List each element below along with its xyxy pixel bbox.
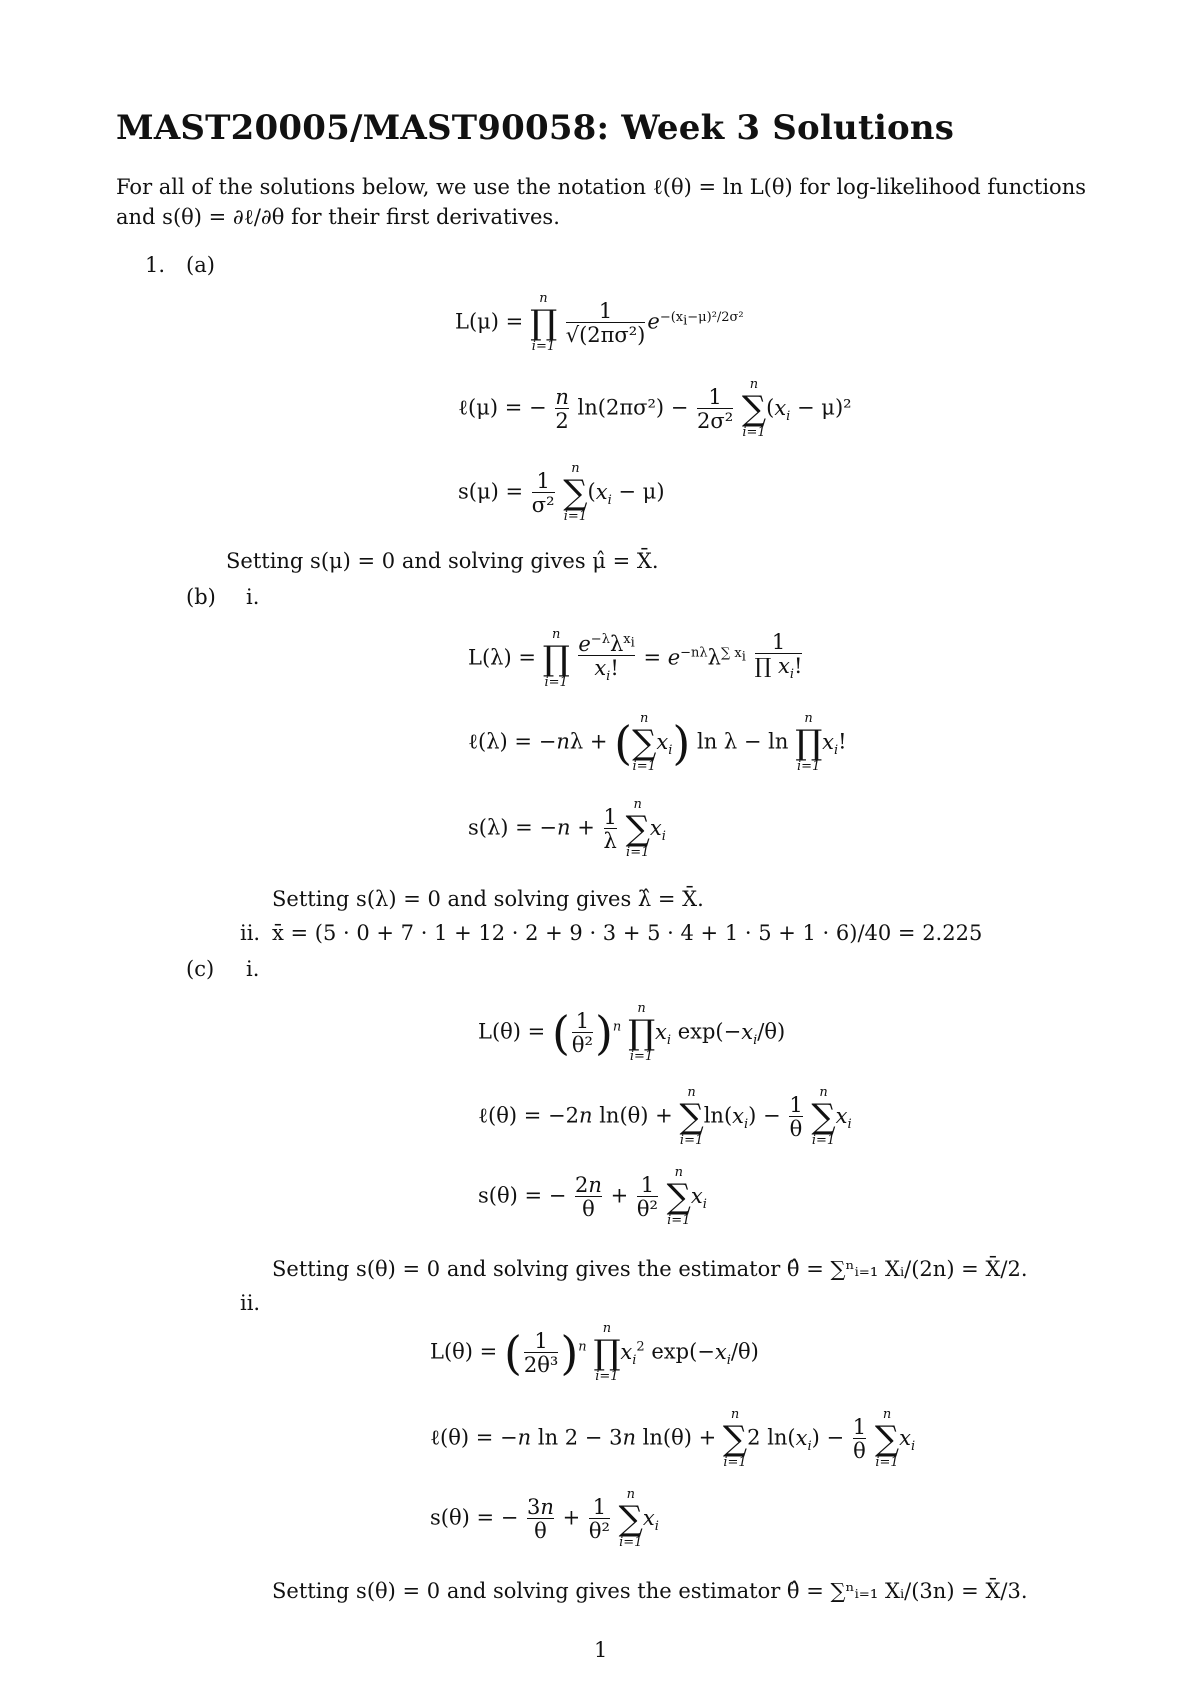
part-b-ii-label: ii.	[240, 921, 261, 945]
product-operator: n ∏ i=1	[529, 291, 557, 354]
part-b-score: s(λ) = −n + $\frac{1}{\lambda}$ n ∑ i=1 $x_i$	[468, 797, 666, 860]
part-c-ii-L-lhs: L(θ) =	[430, 1339, 498, 1364]
normal-density-fraction: $\frac{1}{\text{√(2πσ²)}}$	[565, 299, 646, 347]
part-b-l-lhs: ℓ(λ) =	[468, 729, 533, 754]
part-c-ii-label: ii.	[240, 1291, 261, 1315]
part-b-s-lhs: s(λ) =	[468, 815, 533, 840]
part-b-L-lhs: L(λ) =	[468, 645, 536, 670]
part-b-likelihood: L(λ) = n ∏ i=1 $\frac{e^{-\lambda}\lambda^{x_i}}{x_i!}$ = $e^{-n\lambda}\lambda^{\sum x_i}$ $\frac{1}{\prod x_i!}$	[468, 627, 803, 690]
part-a-L-lhs: L(μ) =	[455, 309, 524, 334]
page-title: MAST20005/MAST90058: Week 3 Solutions	[116, 108, 955, 148]
part-a-conclusion: Setting s(μ) = 0 and solving gives μ̂ = X̄.	[226, 549, 659, 573]
question-1-label: 1.	[145, 253, 166, 277]
part-c-i-label: i.	[246, 957, 260, 981]
part-a-label: (a)	[186, 253, 215, 277]
page-number: 1	[594, 1638, 608, 1662]
part-b-ii-calculation: x̄ = (5 · 0 + 7 · 1 + 12 · 2 + 9 · 3 + 5 · 4 + 1 · 5 + 1 · 6)/40 = 2.225	[272, 921, 983, 945]
part-a-l-lhs: ℓ(μ) =	[458, 395, 523, 420]
part-c-ii-l-lhs: ℓ(θ) =	[430, 1425, 494, 1450]
part-c-ii-likelihood: L(θ) = ( $\frac{1}{\text{2θ³}}$ )$^n$ n ∏ i=1 $x_i^2$ $\exp(-x_i/\theta)$	[430, 1321, 759, 1384]
part-a-likelihood: L(μ) = n ∏ i=1 $\frac{1}{\text{√(2πσ²)}}$ $e^{-(x_i-\mu)^2/2\sigma^2}$	[455, 291, 744, 354]
part-a-score: s(μ) = $\frac{1}{\text{σ²}}$ n ∑ i=1 $(x_i - \mu)$	[458, 461, 665, 524]
part-c-i-l-lhs: ℓ(θ) =	[478, 1103, 542, 1128]
sum-operator: n ∑ i=1	[741, 377, 767, 440]
part-b-label: (b)	[186, 585, 216, 609]
part-b-loglik: ℓ(λ) = −nλ + ( n ∑ i=1 $x_i$) ln λ − ln n ∏ i=1 $x_i$!	[468, 711, 847, 774]
part-c-label: (c)	[186, 957, 215, 981]
part-c-i-likelihood: L(θ) = ( $\frac{1}{\text{θ²}}$ )$^n$ n ∏ i=1 $x_i$ $\exp(-x_i/\theta)$	[478, 1001, 786, 1064]
part-c-i-s-lhs: s(θ) =	[478, 1183, 543, 1208]
part-c-i-L-lhs: L(θ) =	[478, 1019, 546, 1044]
part-c-ii-conclusion: Setting s(θ) = 0 and solving gives the estimator θ̂ = ∑ⁿᵢ₌₁ Xᵢ/(3n) = X̄/3.	[272, 1579, 1028, 1603]
part-b-i-label: i.	[246, 585, 260, 609]
intro-line-2: and s(θ) = ∂ℓ/∂θ for their first derivatives.	[116, 205, 560, 229]
part-c-i-conclusion: Setting s(θ) = 0 and solving gives the estimator θ̂ = ∑ⁿᵢ₌₁ Xᵢ/(2n) = X̄/2.	[272, 1257, 1028, 1281]
part-c-ii-score: s(θ) = − $\frac{3n}{\theta}$ + $\frac{1}{\text{θ²}}$ n ∑ i=1 $x_i$	[430, 1487, 659, 1550]
intro-line-1: For all of the solutions below, we use the notation ℓ(θ) = ln L(θ) for log-likelihood functions	[116, 175, 1086, 199]
part-c-ii-loglik: ℓ(θ) = −n ln 2 − 3n ln(θ) + n ∑ i=1 2 $\ln(x_i)$ − $\frac{1}{\theta}$ n ∑ i=1 $x_i$	[430, 1407, 916, 1470]
part-c-ii-s-lhs: s(θ) =	[430, 1505, 495, 1530]
part-a-loglik: ℓ(μ) = − $\frac{n}{2}$ ln(2πσ²) − $\frac{1}{\text{2σ²}}$ n ∑ i=1 $(x_i - \mu)^2$	[458, 377, 852, 440]
part-a-s-lhs: s(μ) =	[458, 479, 524, 504]
part-c-i-loglik: ℓ(θ) = −2n ln(θ) + n ∑ i=1 $\ln(x_i)$ − $\frac{1}{\theta}$ n ∑ i=1 $x_i$	[478, 1085, 852, 1148]
part-b-conclusion: Setting s(λ) = 0 and solving gives λ̂ = X̄.	[272, 887, 704, 911]
part-c-i-score: s(θ) = − $\frac{2n}{\theta}$ + $\frac{1}{\text{θ²}}$ n ∑ i=1 $x_i$	[478, 1165, 707, 1228]
